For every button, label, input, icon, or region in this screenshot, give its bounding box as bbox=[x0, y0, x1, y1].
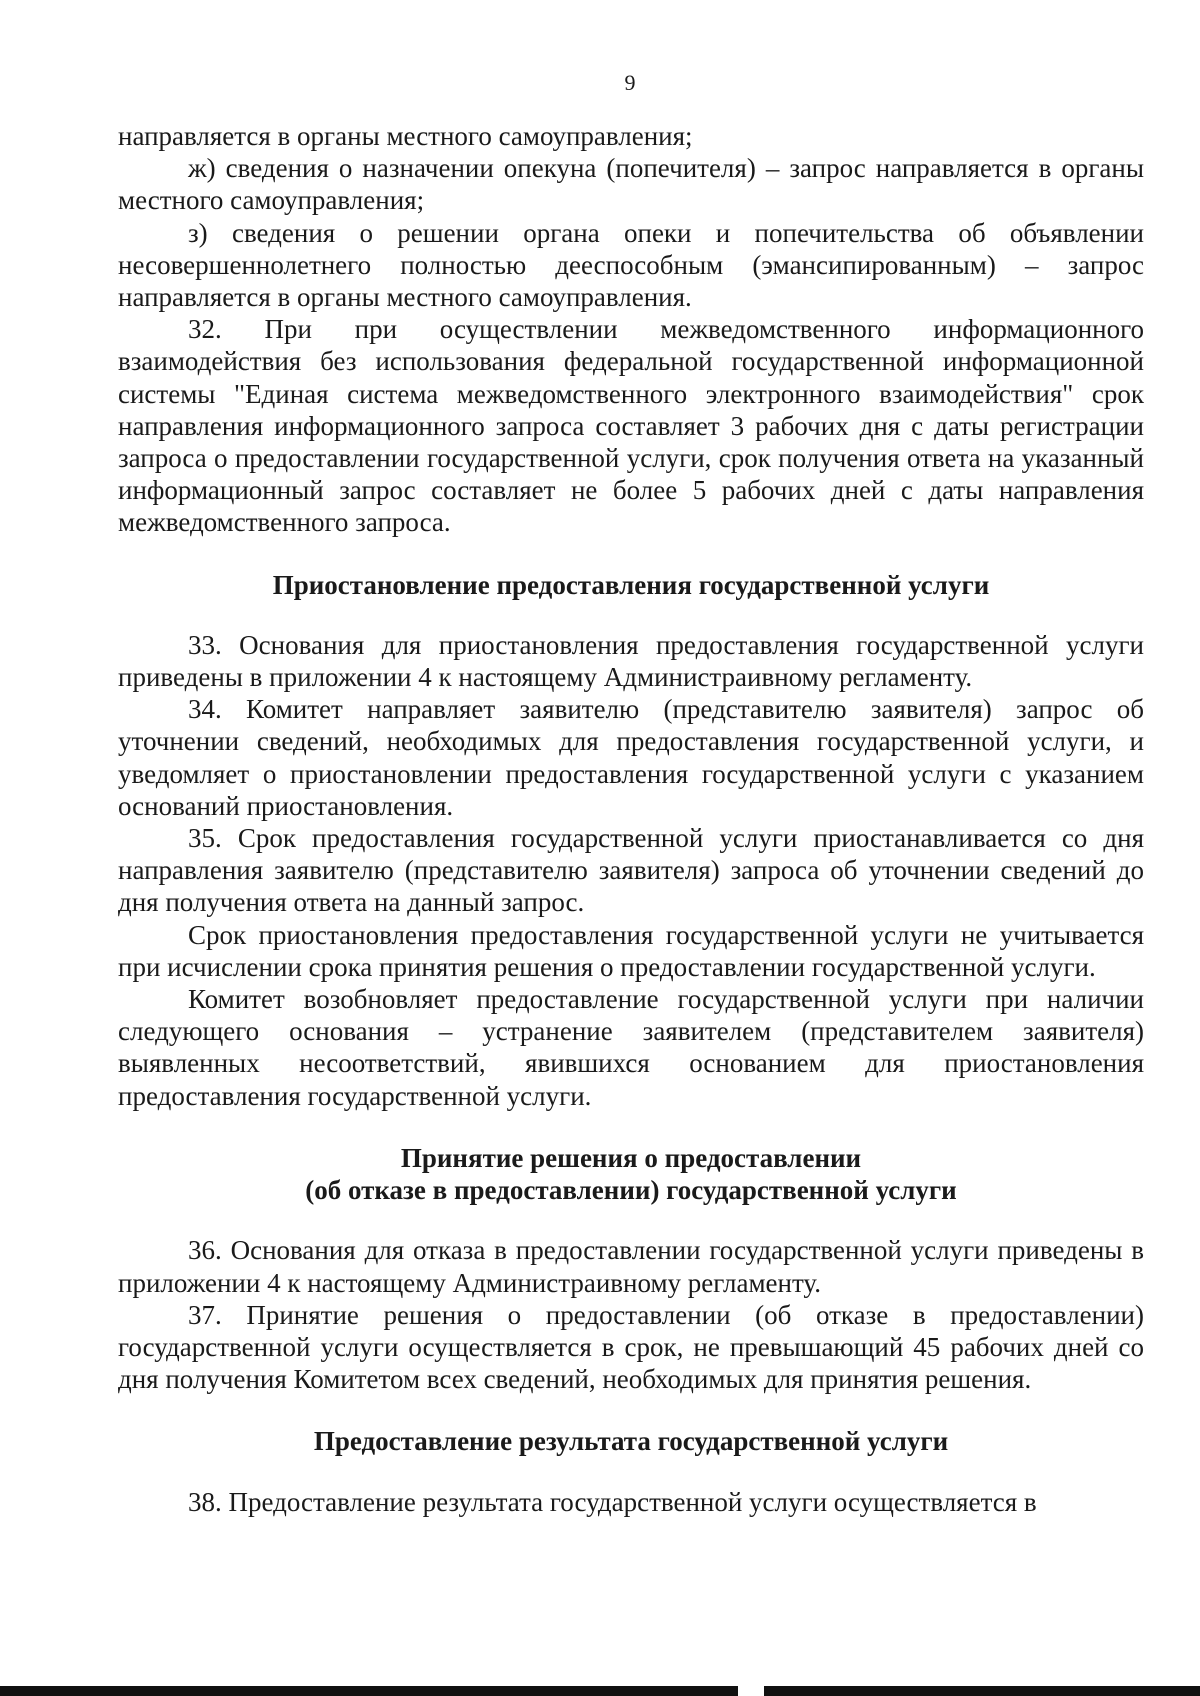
paragraph-continuation: направляется в органы местного самоуправления; bbox=[118, 121, 693, 151]
paragraph-suspension-term: Срок приостановления предоставления государственной услуги не учитывается при исчислении срока принятия решения о предоставлении государственной услуги. bbox=[118, 919, 1144, 982]
section-heading-suspension: Приостановление предоставления государственной услуги bbox=[272, 569, 990, 600]
scan-edge-bar bbox=[0, 1686, 1200, 1696]
paragraph-resumption: Комитет возобновляет предоставление государственной услуги при наличии следующего основания – устранение заявителем (представителем заявителя) выявленных несоответствий, явившихся основанием для приостановления предоставления государственной услуги. bbox=[118, 984, 1144, 1111]
paragraph-37: 37. Принятие решения о предоставлении (об отказе в предоставлении) государственной услуги осуществляется в срок, не превышающий 45 рабочих дней со дня получения Комитетом всех сведений, необходимых для принятия решения. bbox=[118, 1299, 1144, 1395]
scan-edge-gap bbox=[738, 1686, 764, 1696]
section-heading-result: Предоставление результата государственной услуги bbox=[313, 1426, 949, 1457]
paragraph-34: 34. Комитет направляет заявителю (представителю заявителя) запрос об уточнении сведений, необходимых для предоставления государственной услуги, и уведомляет о приостановлении предоставления государственной услуги с указанием оснований приостановления. bbox=[118, 694, 1144, 821]
paragraph-32: 32. При при осуществлении межведомственного информационного взаимодействия без использования федеральной государственной информационной системы "Единая система межведомственного электронного взаимодействия" срок направления информационного запроса составляет 3 рабочих дня с даты регистрации запроса о предоставлении государственной услуги, срок получения ответа на указанный информационный запрос составляет не более 5 рабочих дней с даты направления межведомственного запроса. bbox=[118, 314, 1144, 538]
paragraph-item-zh: ж) сведения о назначении опекуна (попечителя) – запрос направляется в органы местного самоуправления; bbox=[118, 153, 1144, 216]
section-heading-decision-line2: (об отказе в предоставлении) государственной услуги bbox=[305, 1175, 957, 1206]
paragraph-35: 35. Срок предоставления государственной услуги приостанавливается со дня направления заявителю (представителю заявителя) запроса об уточнении сведений до дня получения ответа на данный запрос. bbox=[118, 823, 1144, 918]
paragraph-item-z: з) сведения о решении органа опеки и попечительства об объявлении несовершеннолетнего полностью дееспособным (эмансипированным) – запрос направляется в органы местного самоуправления. bbox=[118, 217, 1144, 313]
paragraph-38: 38. Предоставление результата государственной услуги осуществляется в bbox=[188, 1486, 1037, 1517]
paragraph-36: 36. Основания для отказа в предоставлении государственной услуги приведены в приложении 4 к настоящему Администраивному регламенту. bbox=[118, 1235, 1144, 1298]
section-heading-decision-line1: Принятие решения о предоставлении bbox=[400, 1142, 862, 1173]
document-body bbox=[118, 120, 1144, 1518]
paragraph-33: 33. Основания для приостановления предоставления государственной услуги приведены в приложении 4 к настоящему Администраивному регламенту. bbox=[118, 629, 1144, 693]
page-number: 9 bbox=[624, 70, 636, 95]
